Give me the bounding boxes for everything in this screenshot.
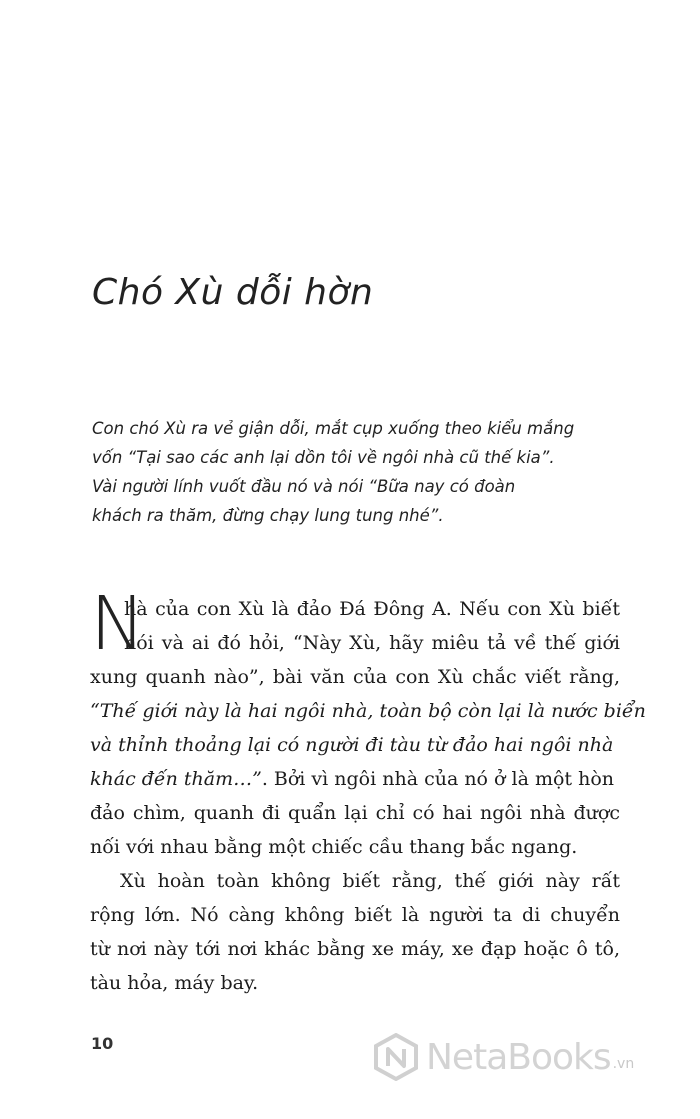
chapter-title: Chó Xù dỗi hờn [92, 272, 374, 313]
text-line: hà của con Xù là đảo Đá Đông A. Nếu con Xù biết [124, 598, 620, 620]
intro-line: vốn “Tại sao các anh lại dồn tôi về ngôi nhà cũ thế kia”. [92, 448, 555, 467]
watermark [372, 1032, 634, 1082]
paragraph-2 [90, 864, 620, 1000]
watermark-brand: NetaBooks [426, 1036, 611, 1078]
page-number: 10 [91, 1034, 114, 1053]
watermark-tld: .vn [612, 1056, 635, 1072]
text-line [90, 694, 646, 728]
netabooks-logo-icon [372, 1033, 420, 1081]
text-line: rộng lớn. Nó càng không biết là người ta di chuyển [90, 904, 620, 926]
text-line: nối với nhau bằng một chiếc cầu thang bắc ngang. [90, 836, 578, 858]
intro-line: Vài người lính vuốt đầu nó và nói “Bữa nay có đoàn [92, 477, 516, 496]
italic-quote: “Thế giới này là hai ngôi nhà, toàn bộ còn lại là nước biển [90, 700, 646, 722]
text-line: tàu hỏa, máy bay. [90, 972, 259, 994]
text-line: Xù hoàn toàn không biết rằng, thế giới này rất [120, 870, 620, 892]
text-line: nói và ai đó hỏi, “Này Xù, hãy miêu tả về thế giới [124, 632, 620, 654]
text-line [90, 762, 620, 796]
intro-line: Con chó Xù ra vẻ giận dỗi, mắt cụp xuống theo kiểu mắng [92, 419, 575, 438]
paragraph-1 [90, 581, 646, 864]
text-segment: . Bởi vì ngôi nhà của nó ở là một hòn [261, 768, 614, 790]
chapter-intro [92, 414, 612, 530]
intro-line: khách ra thăm, đừng chạy lung tung nhé”. [92, 506, 444, 525]
text-line: từ nơi này tới nơi khác bằng xe máy, xe đạp hoặc ô tô, [90, 938, 620, 960]
italic-quote: khác đến thăm…” [90, 768, 262, 790]
text-line: đảo chìm, quanh đi quẩn lại chỉ có hai ngôi nhà được [90, 802, 620, 824]
italic-quote: và thỉnh thoảng lại có người đi tàu từ đảo hai ngôi nhà [90, 734, 614, 756]
drop-cap: N [90, 581, 146, 667]
body-text [90, 581, 646, 1000]
text-line: xung quanh nào”, bài văn của con Xù chắc viết rằng, [90, 666, 620, 688]
text-line [90, 728, 620, 762]
